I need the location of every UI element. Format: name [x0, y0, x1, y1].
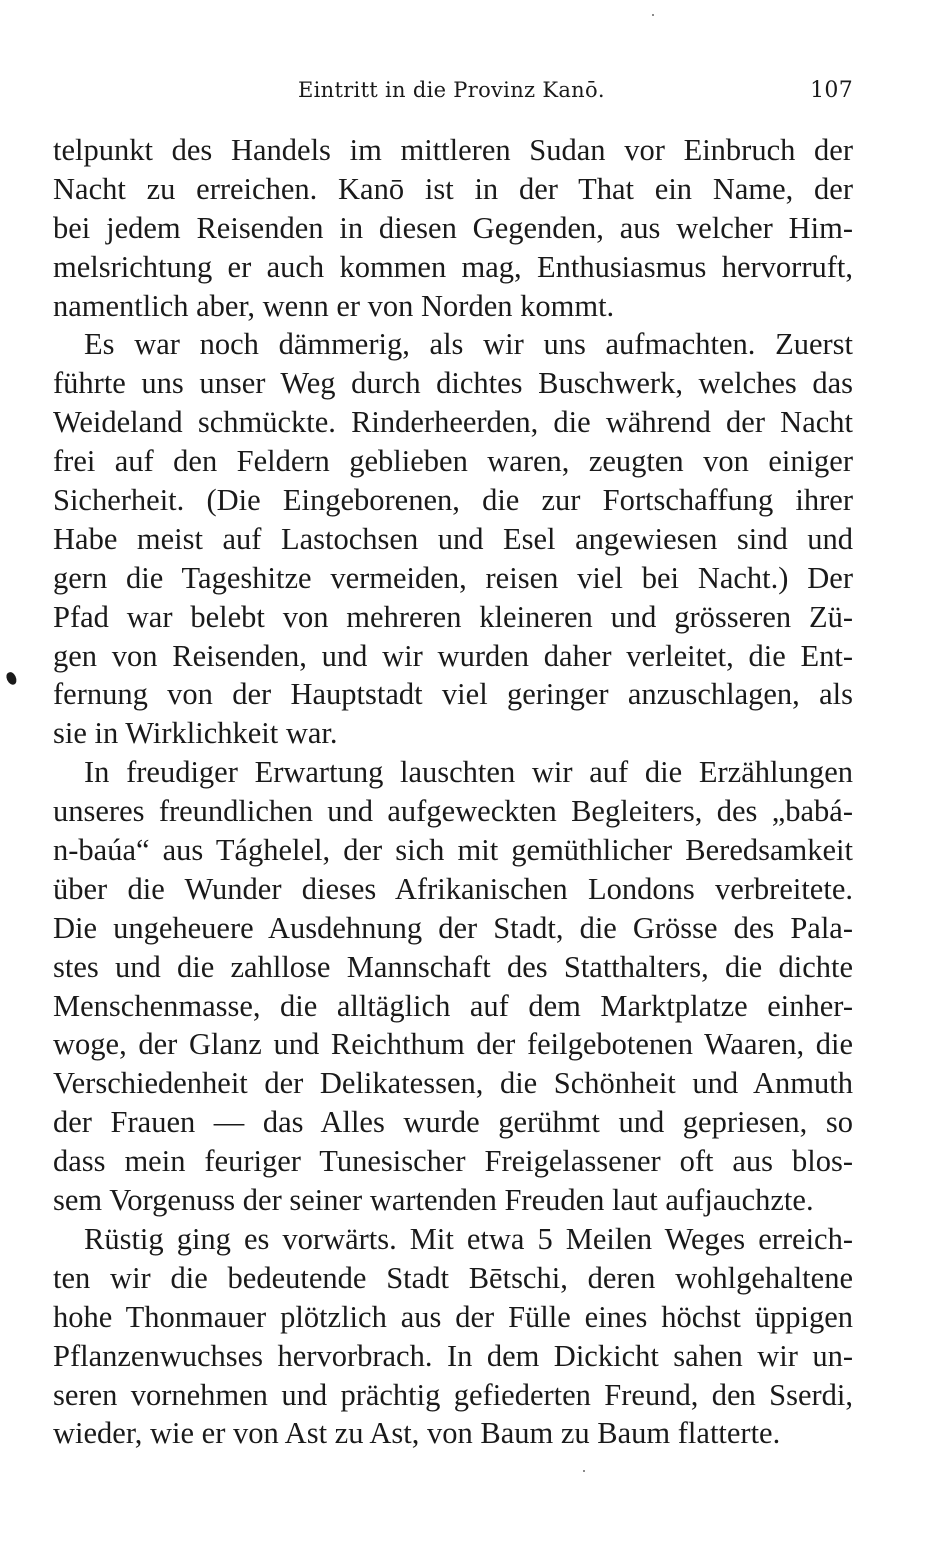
text-line: Menschenmasse, die alltäglich auf dem Marktplatze einher-	[53, 988, 853, 1023]
text-line: telpunkt des Handels im mittleren Sudan vor Einbruch der	[53, 133, 853, 167]
text-line: Nacht zu erreichen. Kanō ist in der That ein Name, der	[53, 171, 853, 206]
text-line: namentlich aber, wenn er von Norden kommt.	[53, 288, 615, 323]
text-line: woge, der Glanz und Reichthum der feilgebotenen Waaren, die	[53, 1027, 853, 1062]
text-line: Rüstig ging es vorwärts. Mit etwa 5 Meilen Weges erreich-	[84, 1221, 853, 1256]
running-title: Eintritt in die Provinz Kanō.	[298, 78, 605, 102]
text-line: melsrichtung er auch kommen mag, Enthusiasmus hervorruft,	[53, 249, 853, 284]
paragraph	[53, 753, 853, 1220]
text-line: Habe meist auf Lastochsen und Esel angewiesen sind und	[53, 521, 853, 556]
text-line: unseres freundlichen und aufgeweckten Begleiters, des „babá-	[53, 794, 853, 829]
text-line: Weideland schmückte. Rinderheerden, die während der Nacht	[53, 405, 853, 440]
text-line: Sicherheit. (Die Eingeborenen, die zur Fortschaffung ihrer	[53, 483, 853, 518]
paragraph	[53, 131, 853, 325]
text-line: sie in Wirklichkeit war.	[53, 716, 338, 751]
text-line: stes und die zahllose Mannschaft des Statthalters, die dichte	[53, 949, 853, 984]
paper-speck	[652, 14, 654, 16]
text-line: sem Vorgenuss der seiner wartenden Freuden laut aufjauchzte.	[53, 1183, 814, 1218]
text-line: ten wir die bedeutende Stadt Bētschi, deren wohlgehaltene	[53, 1260, 853, 1295]
text-line: gen von Reisenden, und wir wurden daher verleitet, die Ent-	[53, 638, 853, 673]
paper-speck	[583, 1470, 585, 1472]
text-line: Die ungeheuere Ausdehnung der Stadt, die Grösse des Pala-	[53, 910, 853, 945]
text-line: führte uns unser Weg durch dichtes Buschwerk, welches das	[53, 366, 853, 401]
text-line: frei auf den Feldern geblieben waren, zeugten von einiger	[53, 444, 853, 479]
text-line: bei jedem Reisenden in diesen Gegenden, aus welcher Him-	[53, 210, 853, 245]
text-line: gern die Tageshitze vermeiden, reisen viel bei Nacht.) Der	[53, 560, 853, 595]
body-text	[53, 131, 853, 1453]
text-line: wieder, wie er von Ast zu Ast, von Baum zu Baum flatterte.	[53, 1416, 781, 1451]
text-line: Pfad war belebt von mehreren kleineren und grösseren Zü-	[53, 599, 853, 634]
text-line: n-baúa“ aus Tághelel, der sich mit gemüthlicher Beredsamkeit	[53, 833, 853, 868]
page-number: 107	[810, 78, 853, 103]
paragraph	[53, 1220, 853, 1453]
text-line: Verschiedenheit der Delikatessen, die Schönheit und Anmuth	[53, 1066, 853, 1101]
text-line: seren vornehmen und prächtig gefiederten Freund, den Sserdi,	[53, 1377, 853, 1412]
running-head	[53, 78, 853, 112]
paragraph	[53, 325, 853, 753]
text-line: hohe Thonmauer plötzlich aus der Fülle eines höchst üppigen	[53, 1299, 853, 1334]
text-line: Pflanzenwuchses hervorbrach. In dem Dickicht sahen wir un-	[53, 1338, 853, 1373]
margin-ink-mark	[5, 671, 19, 687]
text-line: In freudiger Erwartung lauschten wir auf die Erzählungen	[84, 755, 853, 790]
text-line: über die Wunder dieses Afrikanischen Londons verbreitete.	[53, 871, 853, 906]
text-line: dass mein feuriger Tunesischer Freigelassener oft aus blos-	[53, 1144, 853, 1179]
text-line: fernung von der Hauptstadt viel geringer anzuschlagen, als	[53, 677, 853, 712]
text-line: Es war noch dämmerig, als wir uns aufmachten. Zuerst	[84, 327, 853, 362]
text-line: der Frauen — das Alles wurde gerühmt und gepriesen, so	[53, 1105, 853, 1140]
